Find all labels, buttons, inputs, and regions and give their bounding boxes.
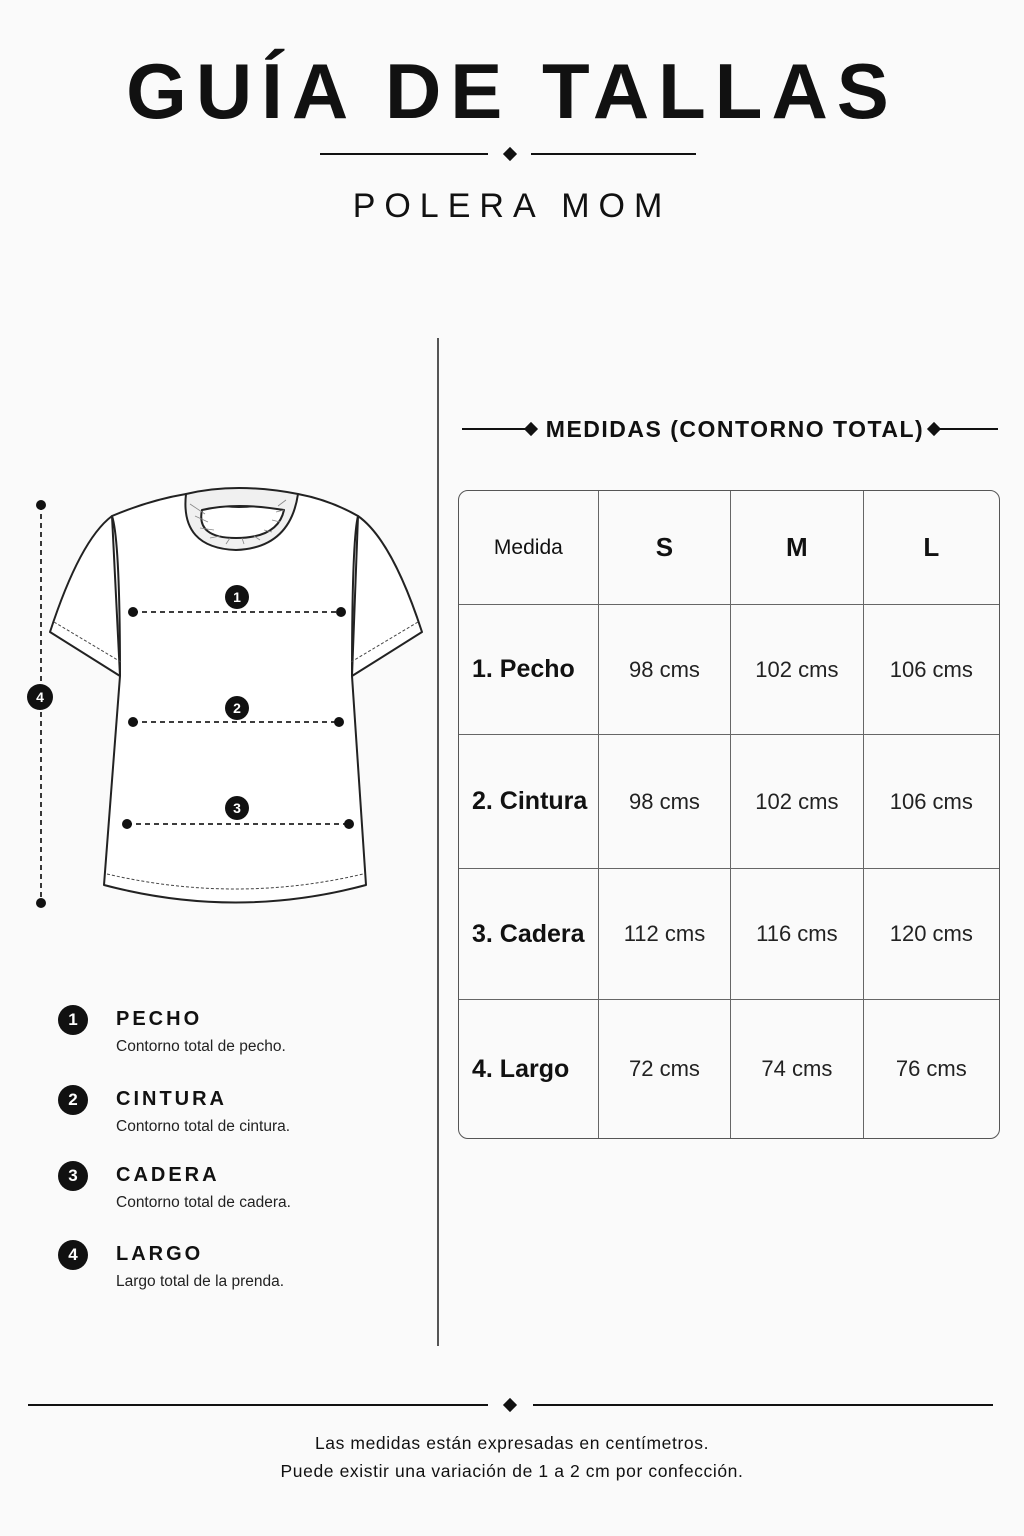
page-title: GUÍA DE TALLAS [126,47,898,135]
legend-description: Contorno total de pecho. [116,1038,286,1055]
table-title: MEDIDAS (CONTORNO TOTAL) [545,416,925,442]
header-size-m: M [731,491,863,605]
diamond-icon [503,1398,517,1412]
header-size-l: L [864,491,999,605]
page-subtitle: POLERA MOM [352,187,672,225]
size-table [458,490,1000,1139]
title-rule-right [531,153,696,155]
table-cell: 72 cms [599,1000,731,1138]
footer-rule-left [28,1404,488,1406]
row-label: 2. Cintura [459,735,599,869]
legend-description: Contorno total de cadera. [116,1194,291,1211]
table-cell: 102 cms [731,735,863,869]
row-label: 1. Pecho [459,605,599,735]
table-cell: 74 cms [731,1000,863,1138]
legend-number-icon: 2 [58,1085,88,1115]
table-cell: 98 cms [599,605,731,735]
legend-item [58,1005,418,1065]
table-header-row [459,491,999,605]
legend-number-icon: 4 [58,1240,88,1270]
table-cell: 76 cms [895,1056,967,1081]
header-size-s: S [599,491,731,605]
footer-note-1: Las medidas están expresadas en centímetros. [314,1433,710,1453]
table-cell: 98 cms [599,735,731,869]
vertical-divider [437,338,439,1346]
marker-2-label: 2 [233,700,241,716]
legend-name: LARGO [116,1243,204,1265]
legend-number-icon: 3 [58,1161,88,1191]
legend-item [58,1240,418,1300]
table-cell: 120 cms [864,869,999,1000]
table-row [459,1000,999,1138]
footer-note-2: Puede existir una variación de 1 a 2 cm por confección. [280,1461,744,1481]
table-cell: 102 cms [731,605,863,735]
marker-1-label: 1 [233,589,241,605]
table-cell: 116 cms [731,869,863,1000]
table-row [459,605,999,735]
legend-item [58,1161,418,1221]
title-rule-left [320,153,488,155]
legend-name: PECHO [116,1008,203,1030]
legend-name: CADERA [116,1164,220,1186]
marker-3-label: 3 [233,800,241,816]
footer-rule-right [533,1404,993,1406]
left-sleeve [50,516,120,676]
table-row [459,869,999,1000]
legend-description: Contorno total de cintura. [116,1118,291,1135]
table-cell: 106 cms [864,735,999,869]
legend-description: Largo total de la prenda. [116,1273,285,1290]
diamond-icon [503,147,517,161]
marker-4-label: 4 [36,689,44,705]
tshirt-diagram [0,480,437,920]
right-sleeve [352,516,422,676]
table-cell: 112 cms [599,869,731,1000]
legend-name: CINTURA [116,1088,227,1110]
row-label: 3. Cadera [459,869,599,1000]
section-rule-right [935,428,998,430]
legend-number-icon: 1 [58,1005,88,1035]
legend-item [58,1085,418,1145]
row-label: 4. Largo [459,1000,599,1138]
table-row [459,735,999,869]
table-cell: 106 cms [864,605,999,735]
header-medida: Medida [459,491,599,605]
